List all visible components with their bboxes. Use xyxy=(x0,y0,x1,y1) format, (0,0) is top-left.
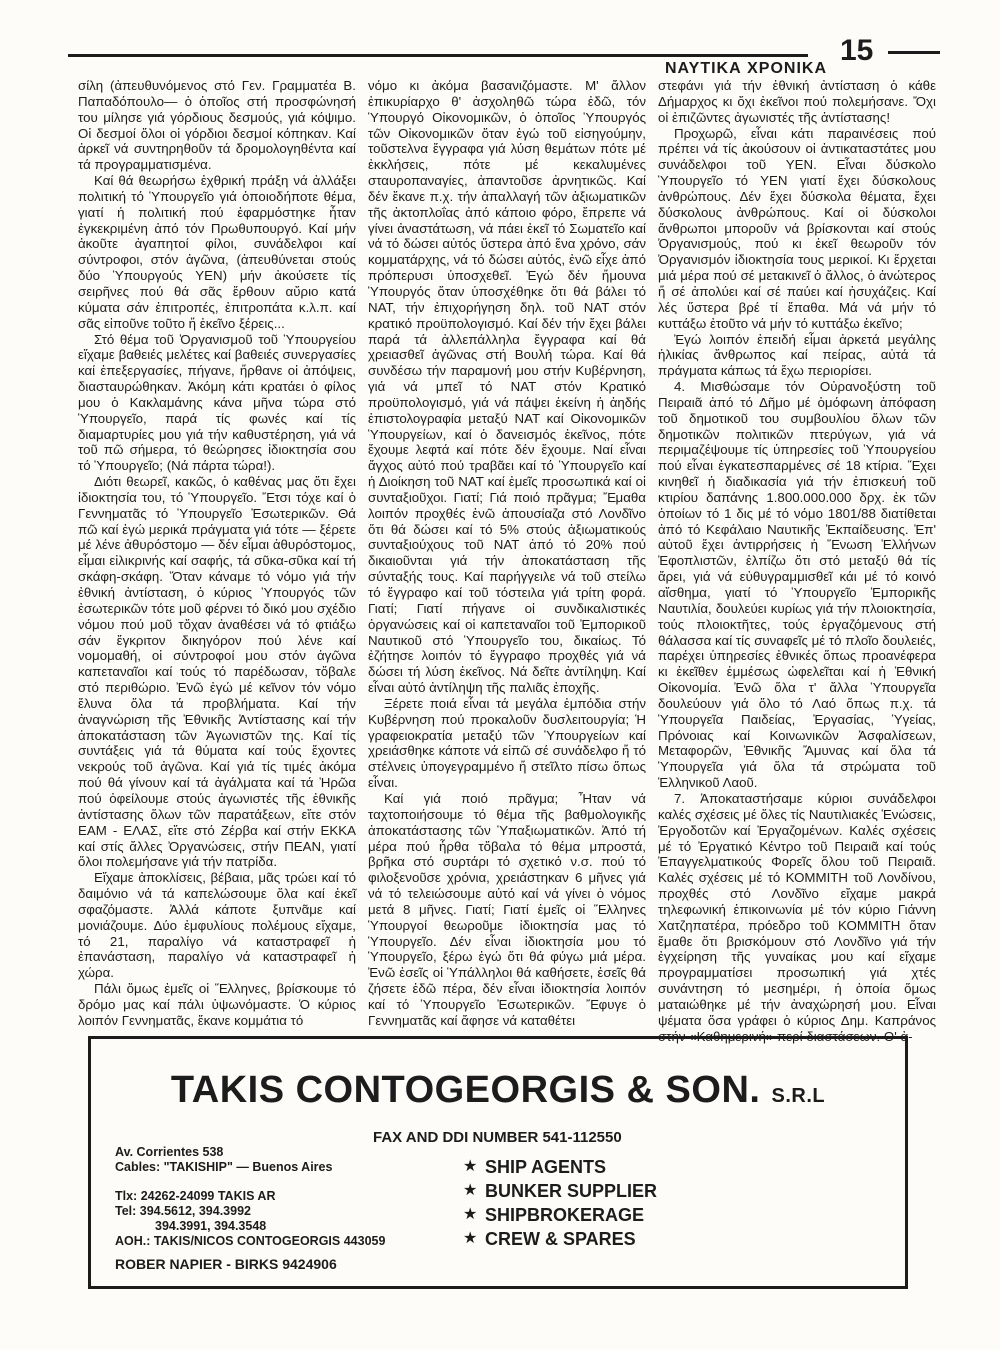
paragraph: Καί θά θεωρήσω ἐχθρική πράξη νά ἀλλάξει πολιτική τό Ὑπουργεῖο γιά ὁποιοδήποτε θέμα, γιατί ἡ πολιτική πού ἐφαρμόστηκε ἦταν ἐγκεκριμένη ἀπό τόν Πρωθυπουργό. Καί μήν ἀκοῦτε ἀγαπητοί φίλοι, συνάδελφοι καί σύντροφοι, στόν ἀγῶνα, (ἀπευθύνεται στούς δύο Ὑπουργούς ΥΕΝ) μήν ἀκούσετε τίς σειρῆνες πού θά σᾶς ἔρθουν αὔριο κατά κύματα σάν ἐπιτροπές, ἐπιτροπάτα κ.λ.π. καί σᾶς εἰποῦνε τοῦτο ἤ ἐκεῖνο ξέρεις... xyxy=(78,173,356,331)
ad-contact-name: ROBER NAPIER - BIRKS 9424906 xyxy=(115,1256,337,1272)
publication-title: ΝΑΥΤΙΚΑ ΧΡΟΝΙΚΑ xyxy=(665,60,827,77)
star-icon: ★ xyxy=(463,1206,478,1223)
paragraph: 7. Ἀποκαταστήσαμε κύριοι συνάδελφοι καλές σχέσεις μέ ὅλες τίς Ναυτιλιακές Ἑνώσεις, Ἐργοδοτῶν καί Ἐργαζομένων. Καλές σχέσεις μέ τό Ἐργατικό Κέντρο τοῦ Πειραιᾶ καί τούς Ἐπαγγελματικούς Φορεῖς ὅλου τοῦ Πειραιᾶ. Καλές σχέσεις μέ τό ΚΟΜΜΙΤΗ τοῦ Λονδίνου, προχθές στό Λονδῖνο εἴχαμε μακρά τηλεφωνική ἐπικοινωνία μέ τόν κύριο Γιάννη Χατζηπατέρα, πρόεδρο τοῦ ΚΟΜΜΙΤΗ ὅταν ἔμαθε ὅτι βρισκόμουν στό Λονδῖνο γιά τήν ἐγχείρηση τῆς γυναίκας μου καί εἴχαμε προγραμματίσει προσωπική γιά χτές συνάντηση τό μεσημέρι, ἡ ὁποία ὅμως ματαιώθηκε μέ τήν ἀναχώρησή μου. Εἶναι ψέματα ὅσα γράφει ὁ κύριος Δημ. Καπράνος στήν «Καθημερινή» περί διαστάσεων. Θ' ἀ- xyxy=(658,790,936,1044)
ad-contact-block xyxy=(115,1145,385,1272)
ad-fax-line: FAX AND DDI NUMBER 541-112550 xyxy=(373,1129,622,1146)
text-column-2 xyxy=(368,78,646,1028)
ad-company-name xyxy=(91,1069,905,1112)
paragraph: 4. Μισθώσαμε τόν Οὐρανοξύστη τοῦ Πειραιᾶ ἀπό τό Δῆμο μέ ὁμόφωνη ἀπόφαση τοῦ δημοτικοῦ του συμβουλίου ὅλων τῶν δημοτικῶν πολιτικῶν πτερύγων, γιά νά περιμαζέψουμε τίς ὑπηρεσίες τοῦ Ὑπουργείου πού εἶναι ἐγκατεσπαρμένες σέ 18 κτίρια. Ἔχει κινηθεῖ ἡ διαδικασία γιά τήν ἐπισκευή τοῦ κτιρίου δαπάνης 1.800.000.000 δρχ. ἐκ τῶν ὁποίων τό 1 δις μέ τό νόμο 1801/88 διατίθεται ἀπό τό Κεφάλαιο Ναυτικῆς Ἐκπαίδευσης. Ἐπ' αὐτοῦ ἔχει ἀντιρρήσεις ἡ Ἕνωση Ἑλλήνων Ἐφοπλιστῶν, ἐλπίζω ὅτι στό μεταξύ θά τίς ἄρει, γιά νά εὐθυγραμμισθεῖ κάι μέ τό κοινό αἴσθημα, γιατί τό Ὑπουργεῖο Ἐμπορικῆς Ναυτιλία, δουλεύει κυρίως γιά τήν πλοιοκτησία, τούς πλοιοκτῆτες, τούς ἐργαζόμενους στή θάλασσα καί τίς συναφεῖς μέ τό πλοῖο δουλειές, παρέχει ὑπηρεσίες ἐθνικές ὅπως προανέφερα κι ἐκεῖθεν ἐμμέσως ὠφελεῖται καί ἡ Ἐθνική Οἰκονομία. Ἐνῶ ὅλα τ' ἄλλα Ὑπουργεῖα δουλεύουν γιά ὅλο τό Λαό ὅπως π.χ. τά Ὑπουργεῖα Παιδείας, Ἐργασίας, Ὑγείας, Πρόνοιας καί Κοινωνικῶν Ἀσφαλίσεων, Μεταφορῶν, Ἐθνικῆς Ἄμυνας καί ὅλα τά Ὑπουργεῖα γιά ὅλα τά στρώματα τοῦ Ἑλληνικοῦ Λαοῦ. xyxy=(658,379,936,791)
header-rule-left xyxy=(68,54,808,57)
star-icon: ★ xyxy=(463,1230,478,1247)
text-column-1 xyxy=(78,78,356,1028)
page-number: 15 xyxy=(840,34,874,67)
list-item: ★ SHIP AGENTS xyxy=(463,1157,607,1177)
paragraph: Ξέρετε ποιά εἶναι τά μεγάλα ἐμπόδια στήν Κυβέρνηση πού προκαλοῦν δυσλειτουργία; Ἡ γραφειοκρατία μεταξύ τῶν Ὑπουργείων καί χρειάσθηκε κάποτε νά εἰπῶ σέ συνάδελφο ἤ τό στέλνεις ὑπογεγραμμένο ἤ στεῖλτο πίσω ὅπως εἶναι. xyxy=(368,695,646,791)
ad-telex: Tlx: 24262-24099 TAKIS AR xyxy=(115,1189,276,1203)
paragraph: σίλη (ἀπευθυνόμενος στό Γεν. Γραμματέα Β. Παπαδόπουλο— ὁ ὁποῖος στή προσφώνησή του μίλησε γιά γόρδιους δεσμούς, γιά κόψιμο. Οἱ δεσμοί ὅλοι οἱ γόρδιοι δεσμοί κόπηκαν. Καί ἀρκεῖ νά συντηρηθοῦν τά δρομολογηθέντα καί τά προγραμματισμένα. xyxy=(78,78,356,173)
paragraph: νόμο κι ἀκόμα βασανιζόμαστε. Μ' ἄλλον ἐπικυρίαρχο θ' ἀσχοληθῶ τώρα ἐδῶ, τόν Ὑπουργό Οἰκονομικῶν, ὁ ὁποῖος Ὑπουργός τῶν Οἰκονομικῶν ὅταν ἐγώ τοῦ εἰσηγούμην, τοῦστελνα ἔγγραφα γιά λύση θεμάτων πότε μέ ἐκκλήσεις, πότε μέ κεκαλυμένες σταυροπαναγίες, ἀπαντοῦσε ἀρνητικῶς. Καί δέν ἔκανε π.χ. τήν ἀπαλλαγή τῶν ἀξιωματικῶν τῆς ἀκτοπλοΐας ἀπό κάποιο φόρο, ἔπρεπε νά γίνει ἀναστάτωση, νά πάει ἐκεῖ τό Σωματεῖο καί νά τό δώσει αὐτός ὕστερα ἀπό ἕνα χρόνο, σάν κομματάρχης, νά τό δώσει αὐτός, ἐνῶ εἶχε ἀπό πρόπερυσι ὑποσχεθεῖ. Ἐγώ δέν ἤμουνα Ὑπουργός ὅταν ὑποσχέθηκε ὅτι θά βάλει τό ΝΑΤ, τήν ἐπιχορήγηση δηλ. τοῦ ΝΑΤ στόν κρατικό προϋπολογισμό. Καί δέν τήν ἔχει βάλει παρά τά ἀλλεπάλληλα ἔγγραφα καί θά χρειασθεῖ ἀγῶνας στή Βουλή τώρα. Καί θά συνδέσω τήν παραμονή μου στήν Κυβέρνηση, γιά νά μπεῖ τό ΝΑΤ στόν Κρατικό προϋπολογισμό, γιά νά πάψει ἐκείνη ἡ ἀηδής ἐπιστολογραφία μεταξύ ΝΑΤ καί Οἰκονομικῶν Ὑπουργείων, καί ὁ δανεισμός ἐκεῖνος, πότε ἔχουμε λεφτά καί πότε δέν ἔχουμε. Ναί εἶναι ἄγχος αὐτό πού τραβᾶει καί τό Ὑπουργεῖο καί ἡ Διοίκηση τοῦ ΝΑΤ καί ἐμεῖς προσωπικά καί οἱ συνταξιοῦχοι. Γιατί; Γιά ποιό πρᾶγμα; Ἔμαθα λοιπόν προχθές ἐνῶ ἀπουσίαζα στό Λονδῖνο ὅτι θά δώσει καί τό 5% στούς ἀξιωματικούς συνταξιούχους τοῦ ΝΑΤ ἀπό τό 20% πού δικαιοῦνται γιά τήν ἀποκατάσταση τῆς σύνταξής τους. Καί παρήγγειλε νά τοῦ στείλω τό ἔγγραφο καί τοῦ τόστειλα γιά τρίτη φορά. Γιατί; Γιατί πήγανε οἱ συνδικαλιστικές ὀργανώσεις καί οἱ καπεταναῖοι τοῦ Ἐμπορικοῦ Ναυτικοῦ στό Ὑπουργεῖο του, δικαίως. Τό ἐζήτησε λοιπόν τό ἔγγραφο προχθές γιά νά δώσει τή λύση ἐκεῖνος. Νά δεῖτε ἀντίληψη. Καί εἶναι αὐτό ἀντίληψη τῆς παλιᾶς ἐποχῆς. xyxy=(368,78,646,696)
list-item: ★ CREW & SPARES xyxy=(463,1229,636,1249)
text-column-3 xyxy=(658,78,936,1044)
ad-services-list xyxy=(463,1155,657,1251)
ad-company: TAKIS CONTOGEORGIS & SON. xyxy=(170,1069,761,1111)
header-rule-right xyxy=(888,51,940,54)
paragraph: Διότι θεωρεῖ, κακῶς, ὁ καθένας μας ὅτι ἔχει ἰδιοκτησία του, τό Ὑπουργεῖο. Ἔτσι τόχε καί ὁ Γεννηματᾶς τό Ὑπουργεῖο Ἐσωτερικῶν. Θά πῶ καί ἐγώ μερικά πράγματα γιά τότε — ξέρετε μέ λένε ἀθυρόστομο — δέν εἶμαι ἀθυρόστομος, εἶμαι εἰλικρινής καί σαφής, τά σῦκα-σῦκα καί τή σκάφη-σκάφη. Ὅταν κάναμε τό νόμο γιά τήν ἐθνική ἀντίσταση, ὁ κύριος Ὑπουργός τῶν ἐσωτερικῶν τότε μοῦ φέρνει τό δικό μου σχέδιο νόμου πού μοῦ τὄχαν ἀναθέσει νά τό φτιάξω σάν ἔγκριτον δικηγόρον πού λένε καί νομομαθή, οἱ σύντροφοί μου στόν ἀγῶνα καπεταναῖοι καί τούς τό παρέδωσαν, τὄβαλε στό περιθώριο. Ἐνῶ ἐγώ μέ κεῖνον τόν νόμο ἔλυνα ὅλα τά προβλήματα. Καί τήν ἀναγνώριση τῆς Ἐθνικῆς Ἀντίστασης καί τήν ἀποκατάσταση τῶν Ἀγωνιστῶν της. Καί τίς συντάξεις γιά τά θύματα καί τούς ἔχοντες νεκρούς τοῦ ἀγῶνα. Καί γιά τίς τιμές ἀκόμα πού θά γίνουν καί τά ἀγάλματα καί τά Ἡρῶα πού ὀφείλουμε στούς ἀγωνιστές τῆς ἐθνικῆς ἀντίστασης ὅλων τῶν παρατάξεων, εἴτε στόν ΕΑΜ - ΕΛΑΣ, εἴτε στό Ζέρβα καί στήν ΕΚΚΑ καί στίς ἄλλες Ὀργανώσεις, στήν ΠΕΑΝ, γιατί ὅλοι πολεμήσανε γιά τήν πατρίδα. xyxy=(78,474,356,870)
advertisement-box xyxy=(88,1036,908,1289)
list-item: ★ BUNKER SUPPLIER xyxy=(463,1181,658,1201)
star-icon: ★ xyxy=(463,1158,478,1175)
star-icon: ★ xyxy=(463,1182,478,1199)
ad-company-suffix: S.R.L xyxy=(771,1085,826,1107)
ad-aoh: AOH.: TAKIS/NICOS CONTOGEORGIS 443059 xyxy=(115,1234,386,1248)
ad-address: Av. Corrientes 538 xyxy=(115,1145,224,1159)
paragraph: Προχωρῶ, εἶναι κάτι παραινέσεις πού πρέπει νά τίς ἀκούσουν οἱ ἀντικαταστάτες μου συνάδελφοι τοῦ ΥΕΝ. Εἶναι δύσκολο Ὑπουργεῖο τό ΥΕΝ γιατί ἔχει δύσκολους ἀνθρώπους. Δέν ἔχει δύσκολα θέματα, ἔχει δύσκολους ἀνθρώπους. Καί οἱ δύσκολοι ἄνθρωποι μποροῦν νά βρίσκονται καί στούς Ὀργανισμούς, πού κι ἐκεῖ θεωροῦν τόν Ὀργανισμόν ἰδιοκτησία τους μερικοί. Κι ἔρχεται μιά μέρα πού σέ μετακινεῖ ὁ ἄλλος, ὁ ἀνώτερος ἤ σέ ἀπολύει καί σέ παύει καί ἡσυχάζεις. Καί λές ὕστερα βρέ τί ἔπαθα. Μά νά μήν τό κυττάξω ἐτοῦτο νά μήν τό κυττάξω ἐκεῖνο; xyxy=(658,125,936,331)
ad-cables: Cables: "TAKISHIP" — Buenos Aires xyxy=(115,1160,333,1174)
ad-telephone-2: 394.3991, 394.3548 xyxy=(155,1219,267,1233)
paragraph: Πάλι ὅμως ἐμεῖς οἱ Ἕλληνες, βρίσκουμε τό δρόμο μας καί πάλι ὑψωνόμαστε. Ὁ κύριος λοιπόν Γεννηματᾶς, ἔκανε κομμάτια τό xyxy=(78,981,356,1028)
paragraph: Καί γιά ποιό πρᾶγμα; Ἦταν νά ταχτοποιήσουμε τό θέμα τῆς βαθμολογικῆς ἀποκατάστασης τῶν Ὑπαξιωματικῶν. Ἀπό τή μέρα πού ἦρθα τὄβαλα τό θέμα μπροστά, βρῆκα στό συρτάρι τό σχετικό ν.σ. πού τό φιλοξενοῦσε χρόνια, χρειάστηκαν 6 μῆνες γιά νά τό τελειώσουμε αὐτό καί νά γίνει ὁ νόμος μετά 8 μῆνες. Γιατί; Γιατί ἐμεῖς οἱ Ἕλληνες Ὑπουργοί θεωροῦμε ἰδιοκτησία μας τό Ὑπουργεῖο. Δέν εἶναι ἰδιοκτησία μου τό Ὑπουργεῖο, ξέρω ἐγώ ὅτι θά φύγω μιά μέρα. Ἐνῶ ἐσεῖς οἱ Ὑπάλληλοι θά καθήσετε, ἐσεῖς θά ζήσετε ἐδῶ πέρα, δέν εἶναι ἰδιοκτησία λοιπόν καί τό Ὑπουργεῖο Ἐσωτερικῶν. Ἔφυγε ὁ Γεννηματᾶς καί ἄφησε νά καταθέτει xyxy=(368,790,646,1028)
paragraph: Ἐγώ λοιπόν ἐπειδή εἶμαι ἀρκετά μεγάλης ἡλικίας ἄνθρωπος καί πείρας, αὐτά τά πράγματα κάπως τά ἔχω περιορίσει. xyxy=(658,331,936,379)
paragraph: στεφάνι γιά τήν ἐθνική ἀντίσταση ὁ κάθε Δήμαρχος κι ὄχι ἐκεῖνοι πού πολεμήσανε. Ὄχι οἱ ἐπιζῶντες ἀγωνιστές τῆς ἀντίστασης! xyxy=(658,78,936,125)
ad-telephone-1: Tel: 394.5612, 394.3992 xyxy=(115,1204,251,1218)
paragraph: Στό θέμα τοῦ Ὀργανισμοῦ τοῦ Ὑπουργείου εἴχαμε βαθειές μελέτες καί βαθειές συνεργασίες καί ἐπεξεργασίες, πήγανε, ἤρθανε οἱ ἀπόψεις, διασταυρώθηκαν. Ἀκόμη κάτι κρατάει ὁ φίλος μου ὁ Κακλαμάνης κάνα μῆνα τώρα στό Ὑπουργεῖο, παρά τίς φωνές καί τίς διαμαρτυρίες μου γιά τήν καθυστέρηση, γιά νά τοῦ πῶ σήμερα, τό θεώρησες ἰδιοκτησία σου τό Ὑπουργεῖο; (Νά πάρτα τώρα!). xyxy=(78,331,356,474)
paragraph: Εἴχαμε ἀποκλίσεις, βέβαια, μᾶς τρώει καί τό δαιμόνιο νά τά καπελώσουμε ὅλα καί ἐκεῖ σφαζόμαστε. Ἀλλά κάποτε ξυπνᾶμε καί μονιάζουμε. Δύο ἐμφυλίους πολέμους εἴχαμε, τό 21, παραλίγο νά καταστραφεῖ ἡ ἐπανάσταση, παραλίγο νά καταστραφεῖ ἡ χώρα. xyxy=(78,870,356,981)
list-item: ★ SHIPBROKERAGE xyxy=(463,1205,645,1225)
